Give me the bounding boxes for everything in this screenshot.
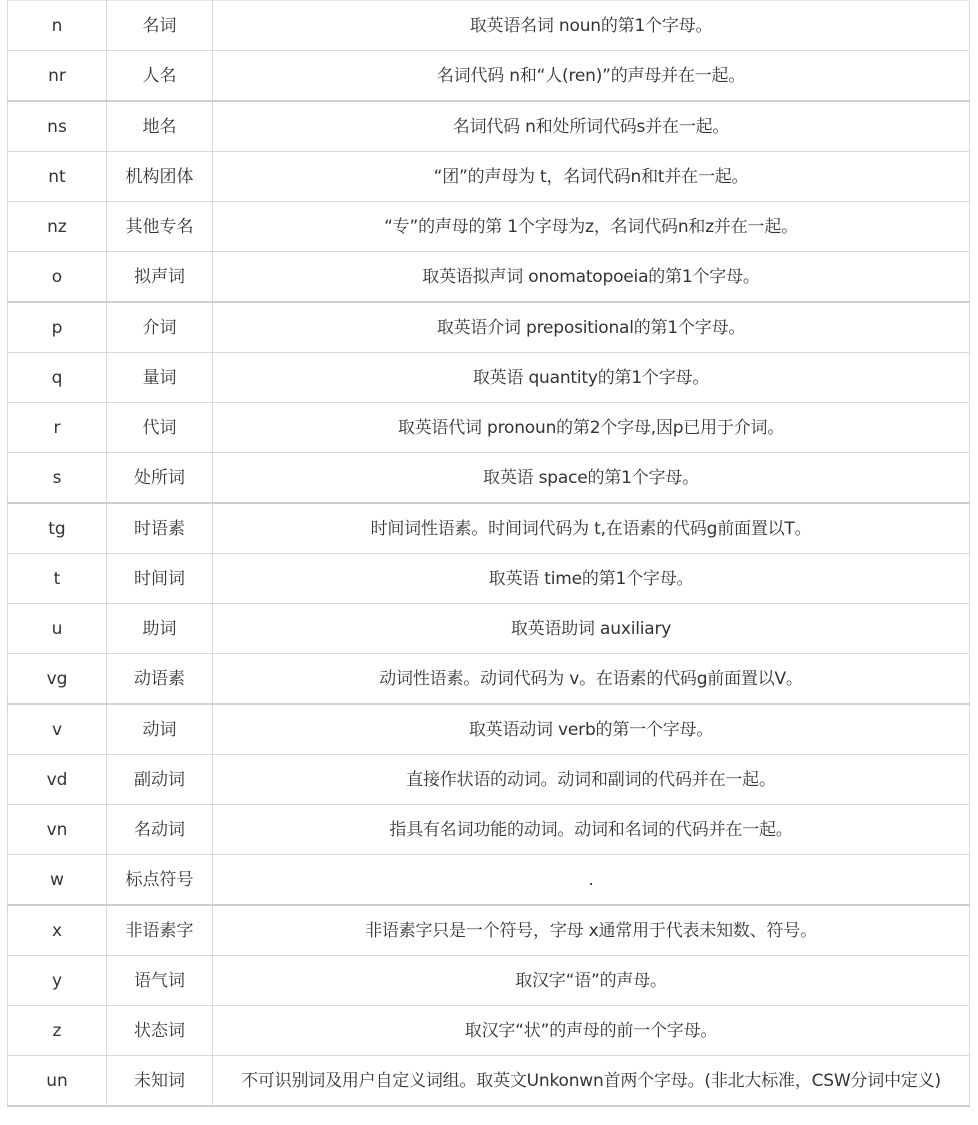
desc-cell: 不可识别词及用户自定义词组。取英文Unkonwn首两个字母。(非北大标准，CSW分词中定义)	[213, 1056, 970, 1107]
table-row	[8, 1006, 970, 1056]
name-cell: 量词	[107, 353, 213, 403]
desc-cell: 名词代码 n和处所词代码s并在一起。	[213, 101, 970, 152]
pos-tag-table	[7, 0, 970, 1107]
tag-cell: vg	[8, 654, 107, 705]
name-cell: 动语素	[107, 654, 213, 705]
desc-cell: 取英语拟声词 onomatopoeia的第1个字母。	[213, 252, 970, 303]
tag-cell: y	[8, 956, 107, 1006]
desc-cell: 取英语 space的第1个字母。	[213, 453, 970, 504]
tag-cell: z	[8, 1006, 107, 1056]
desc-cell: 取英语动词 verb的第一个字母。	[213, 704, 970, 755]
tag-cell: u	[8, 604, 107, 654]
table-row	[8, 654, 970, 705]
tag-cell: nt	[8, 152, 107, 202]
table-row	[8, 704, 970, 755]
desc-cell: 取汉字“语”的声母。	[213, 956, 970, 1006]
desc-cell: 直接作状语的动词。动词和副词的代码并在一起。	[213, 755, 970, 805]
table-row	[8, 905, 970, 956]
tag-cell: x	[8, 905, 107, 956]
table-row	[8, 1056, 970, 1107]
tag-cell: ns	[8, 101, 107, 152]
table-row	[8, 855, 970, 906]
desc-cell: 取英语介词 prepositional的第1个字母。	[213, 302, 970, 353]
desc-cell: “专”的声母的第 1个字母为z，名词代码n和z并在一起。	[213, 202, 970, 252]
name-cell: 名词	[107, 1, 213, 51]
name-cell: 未知词	[107, 1056, 213, 1107]
table-row	[8, 403, 970, 453]
name-cell: 语气词	[107, 956, 213, 1006]
table-row	[8, 51, 970, 102]
name-cell: 时语素	[107, 503, 213, 554]
name-cell: 动词	[107, 704, 213, 755]
tag-cell: q	[8, 353, 107, 403]
tag-cell: s	[8, 453, 107, 504]
name-cell: 时间词	[107, 554, 213, 604]
tag-cell: nz	[8, 202, 107, 252]
desc-cell: 指具有名词功能的动词。动词和名词的代码并在一起。	[213, 805, 970, 855]
name-cell: 拟声词	[107, 252, 213, 303]
desc-cell: 取英语 quantity的第1个字母。	[213, 353, 970, 403]
desc-cell: .	[213, 855, 970, 906]
table-row	[8, 152, 970, 202]
tag-cell: nr	[8, 51, 107, 102]
table-row	[8, 805, 970, 855]
desc-cell: 动词性语素。动词代码为 v。在语素的代码g前面置以V。	[213, 654, 970, 705]
name-cell: 名动词	[107, 805, 213, 855]
table-row	[8, 453, 970, 504]
table-row	[8, 202, 970, 252]
desc-cell: “团”的声母为 t，名词代码n和t并在一起。	[213, 152, 970, 202]
desc-cell: 取英语代词 pronoun的第2个字母,因p已用于介词。	[213, 403, 970, 453]
table-row	[8, 353, 970, 403]
name-cell: 机构团体	[107, 152, 213, 202]
desc-cell: 取英语助词 auxiliary	[213, 604, 970, 654]
tag-cell: n	[8, 1, 107, 51]
name-cell: 助词	[107, 604, 213, 654]
name-cell: 代词	[107, 403, 213, 453]
tag-cell: tg	[8, 503, 107, 554]
tag-cell: t	[8, 554, 107, 604]
tag-cell: vd	[8, 755, 107, 805]
tag-cell: o	[8, 252, 107, 303]
desc-cell: 取汉字“状”的声母的前一个字母。	[213, 1006, 970, 1056]
tag-cell: p	[8, 302, 107, 353]
desc-cell: 取英语名词 noun的第1个字母。	[213, 1, 970, 51]
name-cell: 介词	[107, 302, 213, 353]
name-cell: 其他专名	[107, 202, 213, 252]
desc-cell: 取英语 time的第1个字母。	[213, 554, 970, 604]
table-row	[8, 503, 970, 554]
tag-cell: v	[8, 704, 107, 755]
table-row	[8, 604, 970, 654]
table-row	[8, 755, 970, 805]
table-row	[8, 1, 970, 51]
tag-cell: r	[8, 403, 107, 453]
table-row	[8, 101, 970, 152]
tag-cell: vn	[8, 805, 107, 855]
name-cell: 标点符号	[107, 855, 213, 906]
table-row	[8, 252, 970, 303]
name-cell: 副动词	[107, 755, 213, 805]
desc-cell: 非语素字只是一个符号，字母 x通常用于代表未知数、符号。	[213, 905, 970, 956]
name-cell: 地名	[107, 101, 213, 152]
name-cell: 状态词	[107, 1006, 213, 1056]
table-row	[8, 956, 970, 1006]
desc-cell: 名词代码 n和“人(ren)”的声母并在一起。	[213, 51, 970, 102]
tag-cell: un	[8, 1056, 107, 1107]
table-row	[8, 554, 970, 604]
table-row	[8, 302, 970, 353]
pos-tag-table-container	[7, 0, 969, 1107]
desc-cell: 时间词性语素。时间词代码为 t,在语素的代码g前面置以T。	[213, 503, 970, 554]
tag-cell: w	[8, 855, 107, 906]
name-cell: 处所词	[107, 453, 213, 504]
name-cell: 人名	[107, 51, 213, 102]
name-cell: 非语素字	[107, 905, 213, 956]
